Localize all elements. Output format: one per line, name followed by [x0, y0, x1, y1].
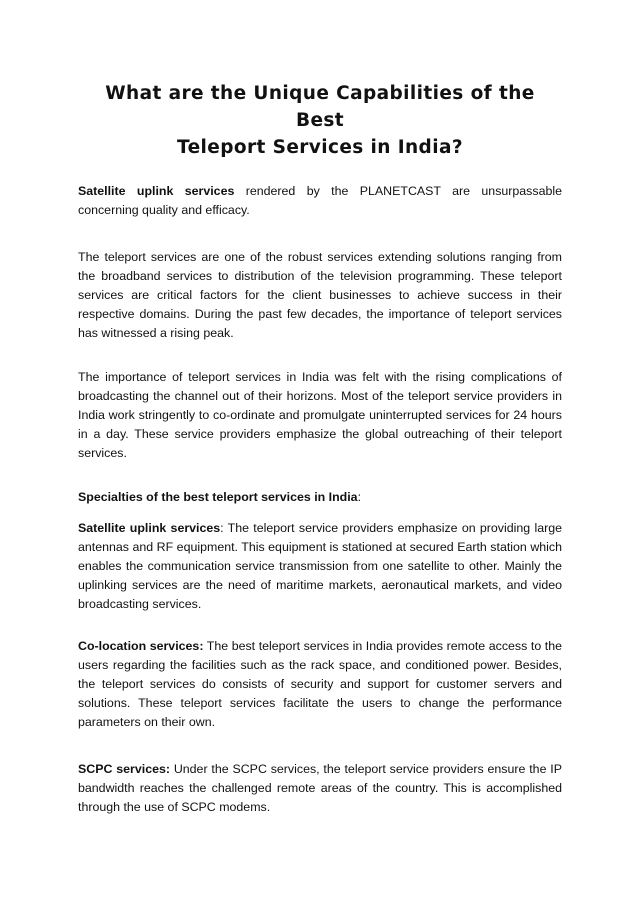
specialties-heading-text: Specialties of the best teleport services in India	[78, 490, 358, 504]
satellite-uplink-paragraph	[78, 519, 562, 614]
scpc-paragraph	[78, 760, 562, 817]
overview-paragraph: The teleport services are one of the robust services extending solutions ranging from the broadband services to distribution of the television programming. These teleport services are critical factors for the client businesses to achieve success in their respective domains. During the past few decades, the importance of teleport services has witnessed a rising peak.	[78, 250, 562, 340]
specialties-heading-colon: :	[357, 490, 362, 504]
intro-lead: Satellite uplink services	[78, 184, 235, 198]
title-line-1: What are the Unique Capabilities of the Best	[105, 83, 535, 131]
intro-text: rendered by the PLANETCAST are unsurpassable concerning quality and efficacy.	[78, 184, 563, 217]
title-line-2: Teleport Services in India?	[177, 137, 463, 158]
satellite-uplink-lead: Satellite uplink services	[78, 521, 221, 535]
specialties-heading	[78, 488, 562, 507]
intro-paragraph	[78, 182, 562, 220]
colocation-text: The best teleport services in India provides remote access to the users regarding the facilities such as the rack space, and conditioned power. Besides, the teleport services do consists of security and support for customer servers and solutions. These teleport services facilitate the users to change the performance parameters on their own.	[78, 639, 563, 729]
document-title	[78, 80, 562, 161]
scpc-text: Under the SCPC services, the teleport service providers ensure the IP bandwidth reaches the challenged remote areas of the country. This is accomplished through the use of SCPC modems.	[78, 762, 562, 814]
importance-paragraph: The importance of teleport services in India was felt with the rising complications of broadcasting the channel out of their horizons. Most of the teleport service providers in India work stringently to co-ordinate and promulgate uninterrupted services for 24 hours in a day. These service providers emphasize the global outreaching of their teleport services.	[78, 370, 562, 460]
satellite-uplink-text: : The teleport service providers emphasize on providing large antennas and RF equipment. This equipment is stationed at secured Earth station which enables the communication service transmission from one satellite to other. Mainly the uplinking services are the need of maritime markets, aeronautical markets, and video broadcasting services.	[78, 521, 563, 611]
scpc-lead: SCPC services:	[78, 762, 170, 776]
colocation-lead: Co-location services:	[78, 639, 204, 653]
colocation-paragraph	[78, 637, 562, 732]
